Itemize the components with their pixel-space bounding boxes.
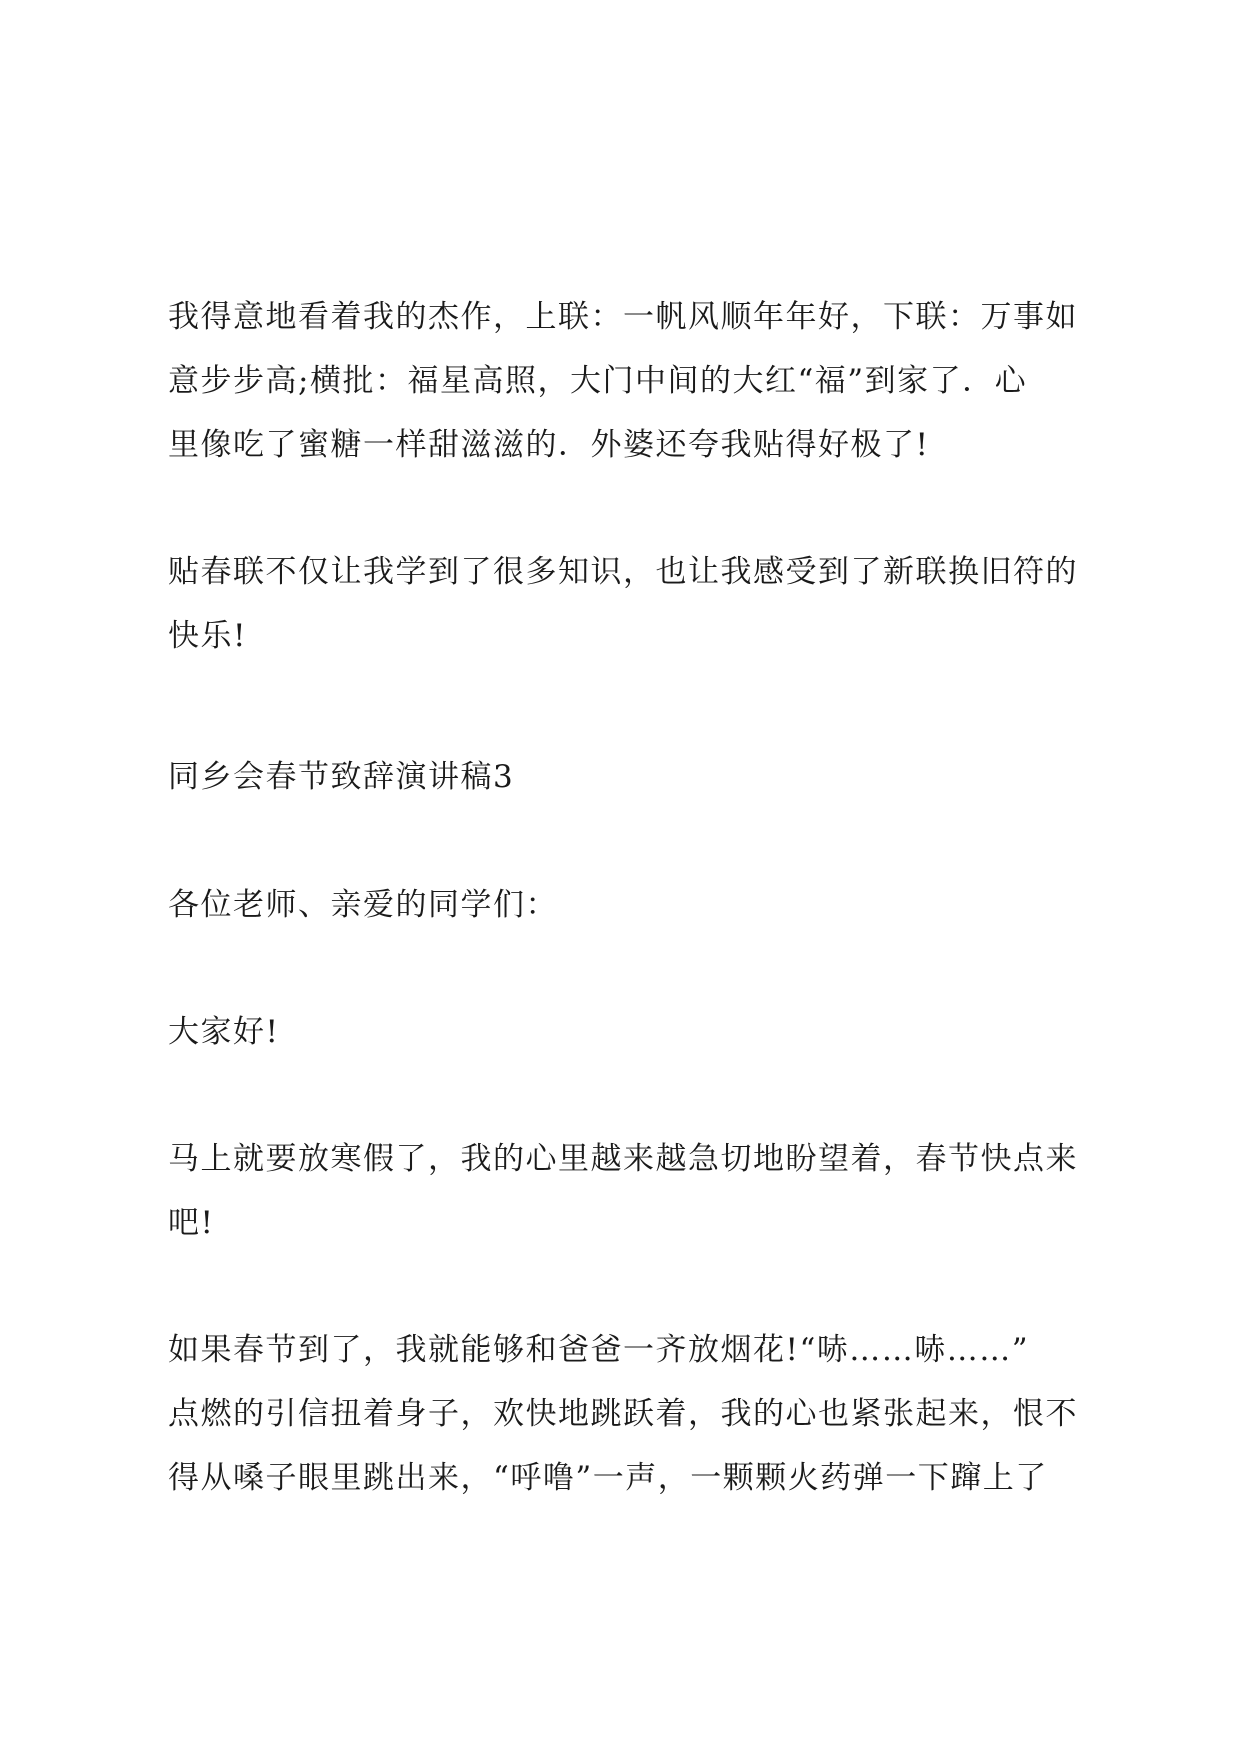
heading-line: 同乡会春节致辞演讲稿3 [168,759,515,795]
section-heading [168,745,1098,809]
paragraph-couplet [168,285,1098,477]
text-line: 吧! [168,1205,215,1241]
text-line: 贴春联不仅让我学到了很多知识，也让我感受到了新联换旧符的 [168,554,1078,590]
paragraph-winter-break [168,1127,1098,1255]
greeting [168,1000,1098,1064]
text-line: 意步步高;横批：福星高照，大门中间的大红“福”到家了．心 [168,363,1028,399]
text-line: 马上就要放寒假了，我的心里越来越急切地盼望着，春节快点来 [168,1141,1078,1177]
text-line: 各位老师、亲爱的同学们： [168,887,558,923]
text-line: 如果春节到了，我就能够和爸爸一齐放烟花!“哧……哧……” [168,1332,1030,1368]
text-line: 里像吃了蜜糖一样甜滋滋的．外婆还夸我贴得好极了! [168,427,930,463]
paragraph-fireworks [168,1318,1098,1510]
text-line: 我得意地看着我的杰作，上联：一帆风顺年年好，下联：万事如 [168,299,1078,335]
salutation [168,873,1098,937]
paragraph-spring-couplets [168,540,1098,668]
text-line: 快乐! [168,618,247,654]
text-line: 得从嗓子眼里跳出来，“呼噜”一声，一颗颗火药弹一下蹿上了 [168,1460,1048,1496]
text-line: 大家好! [168,1014,280,1050]
text-line: 点燃的引信扭着身子，欢快地跳跃着，我的心也紧张起来，恨不 [168,1396,1078,1432]
